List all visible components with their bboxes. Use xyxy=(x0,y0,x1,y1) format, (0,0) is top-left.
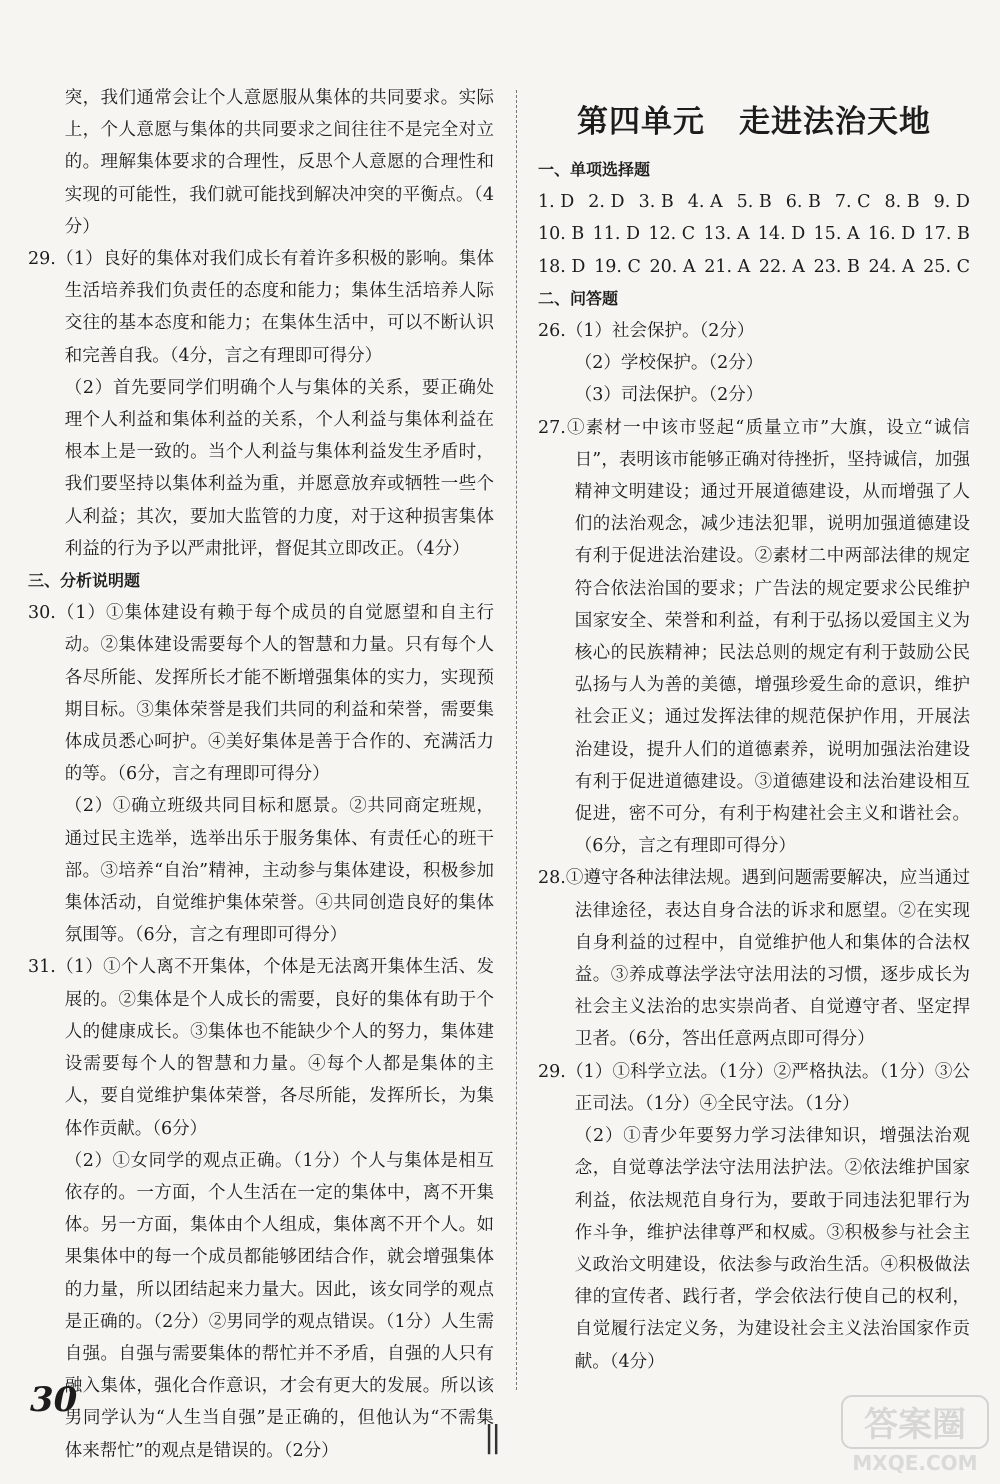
choice-answer: 25. C xyxy=(923,256,970,277)
right-paragraph: 27.①素材一中该市竖起“质量立市”大旗，设立“诚信日”，表明该市能够正确对待挫折，坚持诚信，加强精神文明建设；通过开展道德建设，从而增强了人们的法治观念，减少违法犯罪，说明加强道德建设有利于促进法治建设。②素材二中两部法律的规定符合依法治国的要求；广告法的规定要求公民维护国家安全、荣誉和利益，有利于弘扬以爱国主义为核心的民族精神；民法总则的规定有利于鼓励公民弘扬与人为善的美德，增强珍爱生命的意识，维护社会正义；通过发挥法律的规范保护作用，开展法治建设，提升人们的道德素养，说明加强法治建设有利于促进道德建设。③道德建设和法治建设相互促进，密不可分，有利于构建社会主义和谐社会。（6分，言之有理即可得分） xyxy=(538,417,970,857)
choice-answer: 16. D xyxy=(867,224,916,245)
choice-answer-row xyxy=(538,251,970,283)
left-paragraph: 突，我们通常会让个人意愿服从集体的共同要求。实际上，个人意愿与集体的共同要求之间往往不是完全对立的。理解集体要求的合理性，反思个人意愿的合理性和实现的可能性，我们就可能找到解决冲突的平衡点。（4分） xyxy=(64,88,494,237)
section-heading-qa: 二、问答题 xyxy=(538,288,619,308)
left-paragraph: （2）①女同学的观点正确。（1分）个人与集体是相互依存的。一方面，个人生活在一定的集体中，离不开集体。另一方面，集体由个人组成，集体离不开个人。如果集体中的每一个成员都能够团结合作，就会增强集体的力量，所以团结起来力量大。因此，该女同学的观点是正确的。（2分）②男同学的观点错误。（1分）人生需自强。自强与需要集体的帮忙并不矛盾，自强的人只有融入集体，强化合作意识，才会有更大的发展。所以该男同学认为“人生当自强”是正确的，但他认为“不需集体来帮忙”的观点是错误的。（2分） xyxy=(64,1150,494,1461)
choice-answer: 15. A xyxy=(813,224,860,245)
choice-answer: 1. D xyxy=(538,192,575,213)
right-paragraph: 26.（1）社会保护。（2分） xyxy=(538,321,755,342)
choice-answer: 4. A xyxy=(687,192,723,213)
choice-answer: 13. A xyxy=(703,224,750,245)
column-divider xyxy=(516,90,517,1390)
choice-answer: 10. B xyxy=(538,224,585,245)
qa-answers xyxy=(538,315,970,1378)
choice-answer: 14. D xyxy=(757,224,806,245)
choice-answer: 19. C xyxy=(594,256,641,277)
unit-title-number: 第四单元 xyxy=(577,104,705,140)
unit-title xyxy=(538,102,970,142)
choice-answer: 5. B xyxy=(736,192,772,213)
choice-answer: 3. B xyxy=(638,192,674,213)
choice-answer: 17. B xyxy=(923,224,970,245)
left-paragraph: （2）首先要同学们明确个人与集体的关系，要正确处理个人利益和集体利益的关系，个人利益与集体利益在根本上是一致的。当个人利益与集体利益发生矛盾时，我们要坚持以集体利益为重，并愿意放弃或牺牲一些个人利益；其次，要加大监管的力度，对于这种损害集体利益的行为予以严肃批评，督促其立即改正。（4分） xyxy=(64,377,494,559)
left-paragraph: 31.（1）①个人离不开集体，个体是无法离开集体生活、发展的。②集体是个人成长的需要，良好的集体有助于个人的健康成长。③集体也不能缺少个人的努力，集体建设需要每个人的智慧和力量。④每个人都是集体的主人，要自觉维护集体荣誉，各尽所能，发挥所长，为集体作贡献。（6分） xyxy=(28,957,494,1139)
page-number: 30 xyxy=(30,1380,78,1420)
watermark-text-cn: 答案圈 xyxy=(864,1405,966,1445)
choice-answer: 7. C xyxy=(834,192,871,213)
left-paragraph: 30.（1）①集体建设有赖于每个成员的自觉愿望和自主行动。②集体建设需要每个人的智慧和力量。只有每个人各尽所能、发挥所长才能不断增强集体的实力，实现预期目标。③集体荣誉是我们共同的利益和荣誉，需要集体成员悉心呵护。④美好集体是善于合作的、充满活力的等。（6分，言之有理即可得分） xyxy=(28,603,494,785)
watermark-text-en: MXQE.COM xyxy=(852,1451,978,1475)
choice-answer: 2. D xyxy=(588,192,625,213)
choice-answer: 9. D xyxy=(933,192,970,213)
section-heading-choice: 一、单项选择题 xyxy=(538,160,651,179)
choice-answer: 11. D xyxy=(592,224,641,245)
bottom-mark: || xyxy=(484,1420,499,1455)
choice-answer: 21. A xyxy=(704,256,751,277)
choice-answer: 12. C xyxy=(648,224,696,245)
right-paragraph: （2）学校保护。（2分） xyxy=(574,353,764,374)
left-paragraph: 29.（1）良好的集体对我们成长有着许多积极的影响。集体生活培养我们负责任的态度和能力；集体生活培养人际交往的基本态度和能力；在集体生活中，可以不断认识和完善自我。（4分，言之有理即可得分） xyxy=(28,249,494,366)
right-paragraph: 28.①遵守各种法律法规。遇到问题需要解决，应当通过法律途径，表达自身合法的诉求和愿望。②在实现自身利益的过程中，自觉维护他人和集体的合法权益。③养成尊法学法守法用法的习惯，逐步成长为社会主义法治的忠实崇尚者、自觉遵守者、坚定捍卫者。（6分，答出任意两点即可得分） xyxy=(538,868,970,1050)
unit-title-name: 走进法治天地 xyxy=(739,104,931,140)
left-column xyxy=(28,82,494,1467)
choice-answer-row xyxy=(538,218,970,250)
left-paragraph: 三、分析说明题 xyxy=(28,571,141,591)
left-paragraph: （2）①确立班级共同目标和愿景。②共同商定班规，通过民主选举，选举出乐于服务集体、有责任心的班干部。③培养“自治”精神，主动参与集体建设，积极参加集体活动，自觉维护集体荣誉。④共同创造良好的集体氛围等。（6分，言之有理即可得分） xyxy=(64,796,494,946)
choice-answers xyxy=(538,186,970,283)
right-paragraph: 29.（1）①科学立法。（1分）②严格执法。（1分）③公正司法。（1分）④全民守法。（1分） xyxy=(538,1061,970,1114)
choice-answer: 22. A xyxy=(758,256,805,277)
choice-answer: 18. D xyxy=(538,256,586,277)
choice-answer: 23. B xyxy=(813,256,860,277)
choice-answer: 20. A xyxy=(649,256,696,277)
right-column xyxy=(538,82,970,1378)
choice-answer: 8. B xyxy=(884,192,920,213)
choice-answer-row xyxy=(538,186,970,218)
choice-answer: 24. A xyxy=(868,256,915,277)
right-paragraph: （2）①青少年要努力学习法律知识，增强法治观念，自觉尊法学法守法用法护法。②依法维护国家利益，依法规范自身行为，要敢于同违法犯罪行为作斗争，维护法律尊严和权威。③积极参与社会主义政治文明建设，依法参与政治生活。④积极做法律的宣传者、践行者，学会依法行使自己的权利，自觉履行法定义务，为建设社会主义法治国家作贡献。（4分） xyxy=(574,1126,970,1372)
watermark-logo xyxy=(840,1392,990,1476)
choice-answer: 6. B xyxy=(785,192,821,213)
right-paragraph: （3）司法保护。（2分） xyxy=(574,385,764,406)
